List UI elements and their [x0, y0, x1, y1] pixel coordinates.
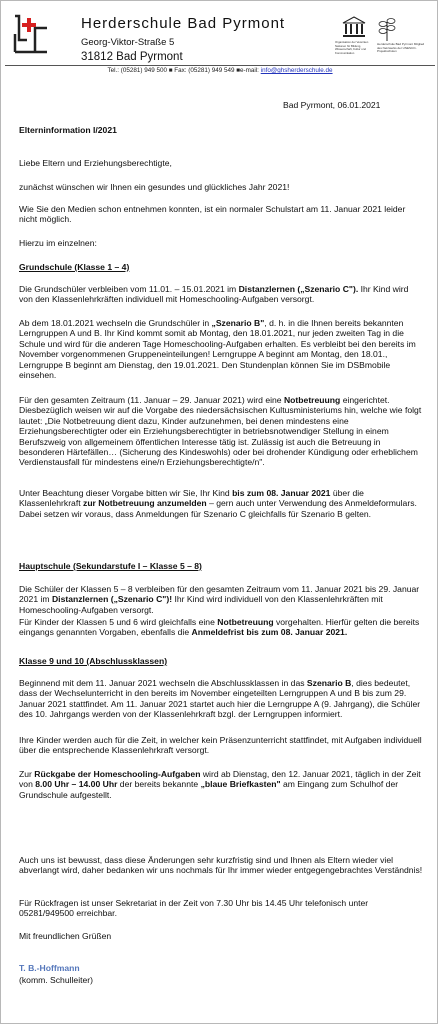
hauptschule-paragraph-1 — [19, 584, 424, 615]
school-street: Georg-Viktor-Straße 5 — [81, 37, 175, 48]
signature-role: (komm. Schulleiter) — [19, 975, 94, 985]
text-run-bold: Anmeldefrist bis zum 08. Januar 2021. — [191, 627, 348, 638]
text-run: Beginnend mit dem 11. Januar 2021 wechseln die Abschlussklassen in das — [19, 678, 307, 688]
text-run: , dies bedeutet, dass der Wechselunterricht in den bereits im November eingeteilten Lerngruppen A und B bis zum 29. Januar 2021 stattfindet. Am 11. Januar 2021 startet auch hier die Lerngruppe A (9. Jahrgang), die Schüler des 10. Jahrgangs werden von der Klassenlehrkraft bzgl. der Lerngruppen informiert. — [19, 678, 421, 720]
text-run-bold: Notbetreuung — [217, 617, 274, 627]
text-run-bold: 8.00 Uhr – 14.00 Uhr — [35, 779, 118, 790]
partner-caption: Herderschule Bad Pyrmont Mitglied des Netzwerks der UNESCO-Projektschulen — [377, 42, 425, 54]
greeting: Mit freundlichen Grüßen — [19, 931, 112, 941]
school-city: 31812 Bad Pyrmont — [81, 51, 183, 63]
letter-date: Bad Pyrmont, 06.01.2021 — [283, 100, 381, 110]
text-run-bold: Rückgabe der Homeschooling-Aufgaben — [34, 769, 201, 779]
text-run: Für den gesamten Zeitraum (11. Januar – 29. Januar 2021) wird eine — [19, 395, 284, 405]
text-run-bold: zur Notbetreuung anzumelden — [83, 498, 207, 509]
grundschule-paragraph-4 — [19, 488, 424, 519]
text-run: der bereits bekannte — [117, 779, 201, 790]
contact-line — [1, 67, 438, 74]
text-run: am Eingang zum Schulhof der Grundschule aufgestellt. — [19, 779, 399, 800]
salutation: Liebe Eltern und Erziehungsberechtigte, — [19, 158, 172, 168]
section-heading-klasse-9-10: Klasse 9 und 10 (Abschlussklassen) — [19, 656, 168, 666]
text-run: – gern auch unter Verwendung des Anmeldeformulars. Dabei setzen wir voraus, dass Anmeldungen für Szenario C gleichfalls für Szenario B gelten. — [19, 498, 417, 519]
closing-paragraph-2: Für Rückfragen ist unser Sekretariat in der Zeit von 7.30 Uhr bis 14.45 Uhr telefonisch unter 05281/949500 erreichbar. — [19, 898, 369, 919]
text-run-bold: „blaue Briefkasten" — [200, 779, 281, 790]
section-heading-hauptschule: Hauptschule (Sekundarstufe I – Klasse 5 – 8) — [19, 561, 202, 571]
text-run: Ihr Kind wird von den Klassenlehrkräften individuell mit Homeschooling-Aufgaben versorgt. — [19, 284, 409, 305]
text-run-bold: bis zum 08. Januar 2021 — [232, 488, 331, 498]
intro-paragraph: zunächst wünschen wir Ihnen ein gesundes und glückliches Jahr 2021! — [19, 182, 290, 192]
hauptschule-paragraph-2 — [19, 617, 424, 638]
letter-subject: Elterninformation I/2021 — [19, 125, 117, 135]
grundschule-paragraph-1 — [19, 284, 424, 305]
text-run-bold: Distanzlernen („Szenario C")! — [51, 594, 173, 605]
text-run-bold: Distanzlernen („Szenario C"). — [238, 284, 359, 294]
school-cross-logo — [13, 14, 49, 54]
contact-text: Tel.: (05281) 949 500 ■ Fax: (05281) 949 549 ■e-mail: — [107, 67, 261, 74]
signature-name: T. B.-Hoffmann — [19, 963, 80, 973]
media-paragraph: Wie Sie den Medien schon entnehmen konnten, ist ein normaler Schulstart am 11. Januar 2021 leider nicht möglich. — [19, 204, 406, 225]
klasse910-paragraph-1 — [19, 678, 424, 720]
text-run: Die Grundschüler verbleiben vom 11.01. – 15.01.2021 im — [19, 284, 239, 294]
text-run: Unter Beachtung dieser Vorgabe bitten wir Sie, Ihr Kind — [19, 488, 233, 498]
klasse910-paragraph-3 — [19, 769, 424, 800]
section-heading-grundschule: Grundschule (Klasse 1 – 4) — [19, 262, 130, 272]
text-run: vorgehalten. Hierfür gelten die bereits eingangs genannten Vorgaben, ebenfalls die — [19, 617, 420, 638]
plant-logo — [377, 14, 397, 42]
text-run: Ihr Kind wird individuell von den Klassenlehrkräften mit Homeschooling-Aufgaben versorgt. — [19, 594, 383, 615]
text-run: Für Kinder der Klassen 5 und 6 wird gleichfalls eine — [19, 617, 218, 627]
text-run-bold: Szenario B — [306, 678, 352, 688]
text-run: , d. h. in die Ihnen bereits bekannten Lerngruppen A und B. Ihr Kind kommt somit ab Montag, den 18.01.2021, nur jeden zweiten Tag in die Schule und wird für die anderen Tage Homeschooling-Aufgaben erhalten. Es verbleibt bei den bereits im November vorgenommenen Gruppeneinteilungen! Lerngruppe A beginnt am Montag, den 18.01., Lerngruppe B beginnt am Dienstag, den 19.01.2021. Den Stundenplan können Sie im DSBmobile einsehen. — [19, 318, 416, 381]
text-run: Zur — [19, 769, 35, 779]
text-run-bold: Notbetreuung — [283, 395, 341, 405]
detail-intro: Hierzu im einzelnen: — [19, 238, 97, 248]
text-run: wird ab Dienstag, den 12. Januar 2021, täglich in der Zeit von — [19, 769, 421, 790]
grundschule-paragraph-3 — [19, 395, 424, 468]
text-run: Die Schüler der Klassen 5 – 8 verbleiben für den gesamten Zeitraum vom 11. Januar 2021 bis 29. Januar 2021 im — [19, 584, 420, 605]
text-run: Ab dem 18.01.2021 wechseln die Grundschüler in — [19, 318, 212, 328]
unesco-temple-logo — [342, 16, 366, 38]
text-run: über die Klassenlehrkraft — [19, 488, 364, 509]
header-divider — [5, 65, 435, 66]
text-run-bold: „Szenario B" — [211, 318, 265, 328]
text-run: eingerichtet. Diesbezüglich weisen wir auf die Vorgabe des niedersächsischen Kultusministeriums hin, welche wie folgt lautet: „Die Notbetreuung dient dazu, Kinder aufzunehmen, bei denen mindestens eine Erziehungsberechtigter oder ein Erziehungsberechtigter in betriebsnotwendiger Stellung in einem Berufszweig von allgemeinem öffentlichen Interesse tätig ist. Zulässig ist auch die Betreuung in besonderen Härtefällen… (Sicherung des Kindeswohls) oder bei drohender Kündigung oder erheblichem Verdienstausfall für mindestens eine/n Erziehungsberechtigte/n". — [19, 395, 422, 468]
school-name: Herderschule Bad Pyrmont — [81, 15, 286, 32]
klasse910-paragraph-2: Ihre Kinder werden auch für die Zeit, in welcher kein Präsenzunterricht stattfindet, mit Aufgaben individuell über die entsprechende Klassenlehrkraft versorgt. — [19, 735, 422, 756]
unesco-caption: Organisation der Vereinten Nationen für Bildung, Wissenschaft, Kultur und Kommunikation — [335, 40, 369, 55]
closing-paragraph-1: Auch uns ist bewusst, dass diese Änderungen sehr kurzfristig sind und Ihnen als Eltern wieder viel abverlangt wird, daher bedanken wir uns nochmals für Ihr immer wieder entgegengebrachtes Verständnis! — [19, 855, 423, 876]
email-link[interactable]: info@ghsherderschule.de — [260, 67, 333, 74]
grundschule-paragraph-2 — [19, 318, 424, 380]
